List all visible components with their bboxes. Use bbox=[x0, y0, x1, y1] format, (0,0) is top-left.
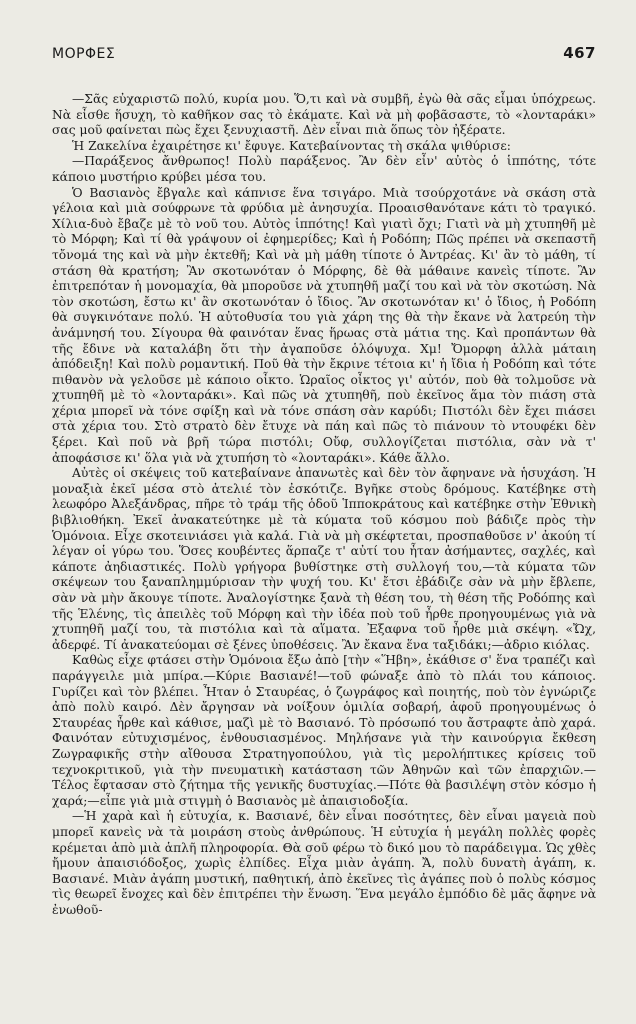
body-text bbox=[52, 92, 596, 918]
paragraph: Ἡ Ζακελίνα ἐχαιρέτησε κι' ἔφυγε. Κατεβαίνοντας τὴ σκάλα ψιθύρισε: bbox=[72, 138, 511, 153]
paragraph: Καθὼς εἶχε φτάσει στὴν Ὁμόνοια ἔξω ἀπὸ [τὴν «Ἥβη», ἐκάθισε σ' ἕνα τραπέζι καὶ παράγγειλε μιὰ μπίρα.—Κύριε Βασιανέ!—τοῦ φώναξε ἀπὸ τὸ πλάι του κάποιος. Γυρίζει καὶ τὸν βλέπει. Ἦταν ὁ Σταυρέας, ὁ ζωγράφος καὶ ποιητής, ποὺ τὸν ἐγνώριζε ἀπὸ πολὺ καιρό. Δὲν ἄργησαν νὰ νοίξουν ὁμιλία σοβαρή, ἀφοῦ προηγουμένως ὁ Σταυρέας ἦρθε καὶ κάθισε, μαζὶ μὲ τὸ Βασιανό. Τὸ πρόσωπό του ἄστραφτε ἀπὸ χαρά. Φαινόταν εὐτυχισμένος, ἐνθουσιασμένος. Μηλήσανε γιὰ τὴν καινούργια ἔκθεση Ζωγραφικῆς στὴν αἴθουσα Στρατηγοπούλου, γιὰ τὶς μερολήπτικες κρίσεις τοῦ τεχνοκριτικοῦ, γιὰ τὴν πνευματικὴ κατάσταση τῶν Ἀθηνῶν καὶ τῶν ἐπαρχιῶν.—Τέλος ἔφτασαν στὸ ζήτημα τῆς γενικῆς δυστυχίας.—Πότε θὰ βασιλέψη στὸν κόσμο ἡ χαρά;—εἶπε γιὰ μιὰ στιγμὴ ὁ Βασιανὸς μὲ ἀπαισιοδοξία. bbox=[52, 653, 596, 808]
running-header bbox=[52, 44, 596, 62]
paragraph: —Σᾶς εὐχαριστῶ πολύ, κυρία μου. Ὅ,τι καὶ νὰ συμβῆ, ἐγὼ θὰ σᾶς εἶμαι ὑπόχρεως. Νὰ εἶσθε ἥσυχη, τὸ καθῆκον σας τὸ ἐκάματε. Καὶ νὰ μὴ φοβᾶσαστε, τὸ «λονταράκι» σας μοῦ φαίνεται πὼς ἔχει ξενυχιαστῆ. Δὲν εἶναι πιὰ ὅπως τὸν ἠξέρατε. bbox=[52, 92, 596, 138]
paragraph: —Ἡ χαρὰ καὶ ἡ εὐτυχία, κ. Βασιανέ, δὲν εἶναι ποσότητες, δὲν εἶναι μαγειὰ ποὺ μπορεῖ κανεὶς νὰ τὰ μοιράση στοὺς ἀνθρώπους. Ἡ εὐτυχία ἡ μεγάλη πολλὲς φορὲς κρέμεται ἀπὸ μιὰ ἁπλῆ πληροφορία. Θὰ σοῦ φέρω τὸ δικό μου τὸ παράδειγμα. Ὡς χθὲς ἤμουν ἀπαισιόδοξος, χωρὶς ἐλπίδες. Εἶχα μιὰν ἀγάπη. Ἄ, πολὺ δυνατὴ ἀγάπη, κ. Βασιανέ. Μιὰν ἀγάπη μυστική, παθητική, ἀπὸ ἐκεῖνες τὶς ἀγάπες ποὺ ὁ πολὺς κόσμος τὶς θεωρεῖ ἔνοχες καὶ δὲν ἐπιτρέπει τὴν ἕνωση. Ἕνα μεγάλο ἐμπόδιο δὲ μᾶς ἄφηνε νὰ ἐνωθοῦ- bbox=[52, 809, 596, 917]
paragraph: Αὐτὲς οἱ σκέψεις τοῦ κατεβαίνανε ἀπανωτὲς καὶ δὲν τὸν ἄφηνανε νὰ ἡσυχάση. Ἡ μοναξιὰ ἐκεῖ μέσα στὸ ἀτελιέ τὸν ἐσκότιζε. Βγῆκε στοὺς δρόμους. Κατέβηκε στὴ λεωφόρο Ἀλεξάνδρας, πῆρε τὸ τράμ τῆς ὁδοῦ Ἱπποκράτους καὶ κατέβηκε στὴν Ἐθνικὴ βιβλιοθήκη. Ἐκεῖ ἀνακατεύτηκε μὲ τὰ κύματα τοῦ κόσμου ποὺ βάδιζε πρὸς τὴν Ὁμόνοια. Εἶχε σκοτεινιάσει γιὰ καλά. Γιὰ νὰ μὴ σκέφτεται, προσπαθοῦσε ν' ἀκούη τί λέγαν οἱ γύρω του. Ὅσες κουβέντες ἅρπαζε τ' αὐτί του ἦταν ἀσήμαντες, σαχλές, καὶ κάποτε ἀηδιαστικές. Πολὺ γρήγορα βυθίστηκε στὴ συλλογή του,—τὰ κύματα τῶν σκέψεων του ξαναπλημμύρισαν τὴν ψυχή του. Κι' ἔτσι ἐβάδιζε σὰν νὰ μὴν ἔβλεπε, σὰν νὰ μὴν ἄκουγε τίποτε. Ἀναλογίστηκε ξανὰ τὴ θέση του, τὴ θέση τῆς Ροδόπης καὶ τῆς Ἑλένης, τὶς ἀπειλὲς τοῦ Μόρφη καὶ τὴν ἰδέα ποὺ τοῦ ἦρθε προηγουμένως γιὰ νὰ χτυπηθῆ μαζί του, τὰ πιστόλια καὶ τὰ αἵματα. Ἐξαφνα τοῦ ἦρθε μιὰ σκέψη. «Ὤχ, ἀδερφέ. Τί ἀνακατεύομαι σὲ ξένες ὑποθέσεις. Ἂν ἔκανα ἕνα ταξιδάκι;—ἀδριο κιόλας. bbox=[52, 466, 596, 652]
paragraph: Ὁ Βασιανὸς ἔβγαλε καὶ κάπνισε ἕνα τσιγάρο. Μιὰ τσούρχοτάνε νὰ σκάση στὰ γέλοια καὶ μιὰ σούφρωνε τὰ φρύδια μὲ ἀνησυχία. Προαισθανότανε κάτι τὸ τραγικό. Χίλια-δυὸ ἔβαζε μὲ τὸ νοῦ του. Αὐτὸς ἱππότης! Καὶ γιατὶ ὄχι; Γιατὶ νὰ μὴ χτυπηθῆ μὲ τὸ Μόρφη; Καὶ τί θὰ γράψουν οἱ ἐφημερίδες; Καὶ ἡ Ροδόπη; Πῶς πρέπει νὰ σκεπαστῆ τὄνομά της καὶ νὰ μὴν ἐκτεθῆ; Καὶ νὰ μὴ μάθη τίποτε ὁ Ἀντρέας. Κι' ἂν τὸ μάθη, τί στάση θὰ κρατήση; Ἂν σκοτωνόταν ὁ Μόρφης, δὲ θὰ μάθαινε κανεὶς τίποτε. Ἂν ἐπιτρεπόταν ἡ μονομαχία, θὰ μποροῦσε νὰ χτυπηθῆ μαζί του καὶ νὰ τὸν σκοτώση. Νὰ τὸν σκοτώση, ἔστω κι' ἂν σκοτωνόταν ὁ ἴδιος. Ἂν σκοτωνόταν κι' ὁ ἴδιος, ἡ Ροδόπη θὰ συγκινότανε πολύ. Ἡ αὐτοθυσία του γιὰ χάρη της θὰ τὴν ἔκανε νὰ λατρεύη τὴν ἀνάμνησή του. Σίγουρα θὰ φαινόταν ἕνας ἥρωας στὰ μάτια της. Καὶ προπάντων θὰ τῆς ἔδινε νὰ καταλάβη ὅτι τὴν ἀγαποῦσε ὁλόψυχα. Χμ! Ὄμορφη ἀλλὰ μάταιη ἀπόδειξη! Καὶ πολὺ ρομαντική. Ποῦ θὰ τὴν ἔκρινε τέτοια κι' ἡ ἴδια ἡ Ροδόπη καὶ τότε πιθανὸν νὰ γελοῦσε μὲ κάποιο οἶκτο. Ὡραῖος οἶκτος γι' αὐτόν, ποὺ θὰ τολμοῦσε νὰ χτυπηθῆ μὲ τὸ «λονταράκι». Καὶ πῶς νὰ χτυπηθῆ, ποὺ ἐκεῖνος ἅμα τὸν πιάση στὰ χέρια μπορεῖ νὰ τόνε σφίξη καὶ νὰ τόνε σπάση σὰν καρύδι; Πιστόλι δὲν ἔχει πιάσει στὰ χέρια του. Στὸ στρατὸ δὲν ἔτυχε νὰ πάη καὶ πῶς τὸ πιάνουν τὸ ντουφέκι δὲν ξέρει. Καὶ ποῦ νὰ βρῆ τώρα πιστόλι; Οὔφ, συλλογίζεται πιστόλια, σὰν νὰ τ' ἀποφάσισε κι' ὅλα γιὰ νὰ χτυπήση τὸ «λονταράκι». Κάθε ἄλλο. bbox=[52, 185, 596, 465]
paragraph: —Παράξενος ἄνθρωπος! Πολὺ παράξενος. Ἂν δὲν εἶν' αὐτὸς ὁ ἱππότης, τότε κάποιο μυστήριο κρύβει μέσα του. bbox=[52, 154, 596, 184]
page-number: 467 bbox=[563, 44, 596, 62]
running-title: ΜΟΡΦΕΣ bbox=[52, 46, 116, 62]
